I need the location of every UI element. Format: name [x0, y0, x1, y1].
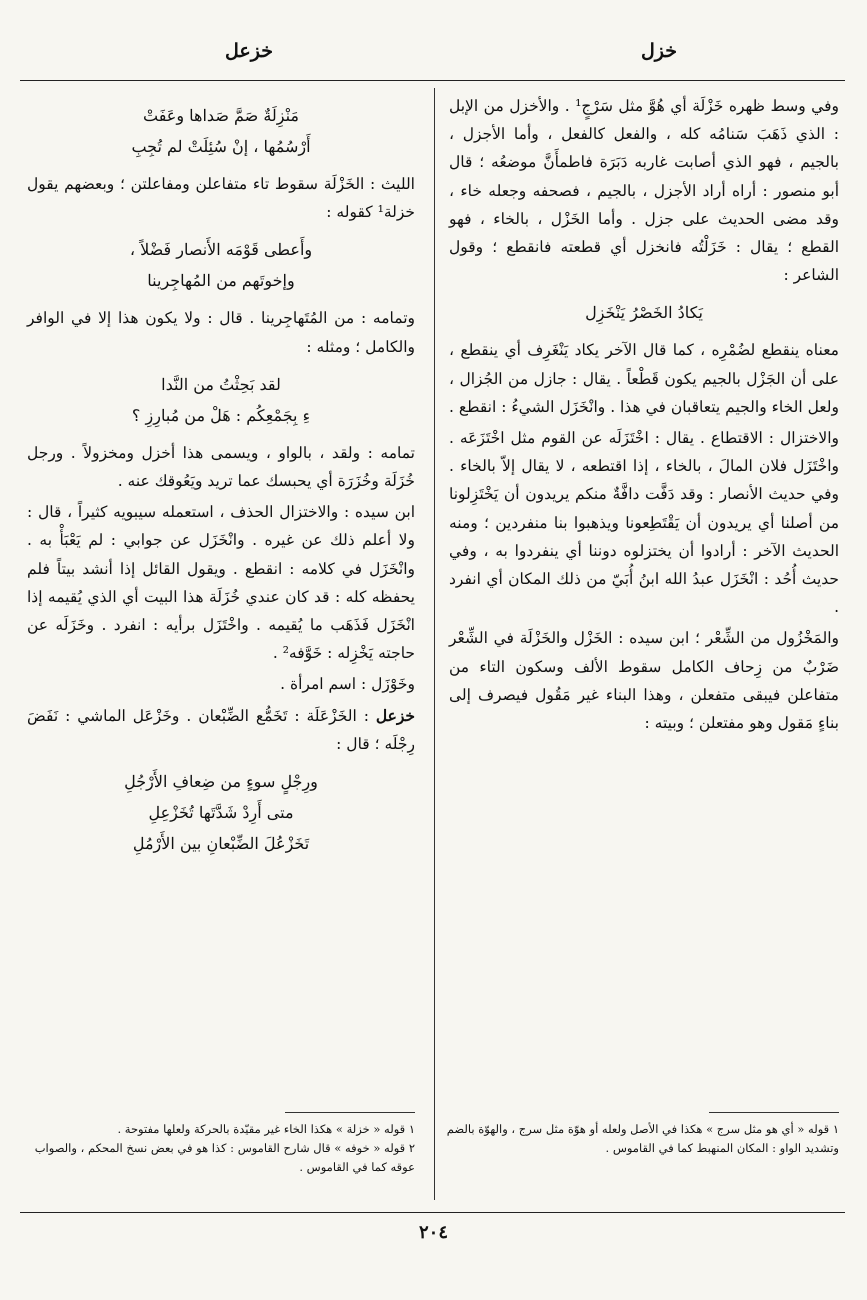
footnote-rule: [285, 1112, 415, 1113]
verse-line: وإخوتَهم من المُهاجِرينا: [147, 271, 295, 291]
paragraph: تمامه : ولقد ، بالواو ، ويسمى هذا أخزل ومخزولاً . ورجل خُزَلَة وخُزَرَة أي يحبسك عما تريد ويَعُوقك عنه .: [27, 443, 415, 491]
entry-text: : الخَزْعَلَة : تَخَمُّع الضِّبْعان . وخَزْعَل الماشي : نَفَضَ رِجْلَه ؛ قال :: [27, 706, 415, 753]
paragraph: وتمامه : من المُتَهاجِرينا . قال : ولا يكون هذا إلا في الوافر والكامل ؛ ومثله :: [27, 309, 415, 356]
running-head-right: خزل: [640, 40, 677, 62]
verse-line: مَنْزِلَةٌ صَمَّ صَداها وعَفَتْ: [143, 106, 299, 125]
verse: [27, 369, 415, 431]
verse-line: متى أَرِدْ شَدَّتَها تُخَزْعِلِ: [148, 803, 294, 823]
verse-line: ءِ بِجَمْعِكُم : هَلْ من مُبارِزِ ؟: [131, 405, 311, 425]
headword: خزعل: [375, 705, 415, 725]
footnotes-left: [25, 1120, 415, 1177]
footnote: ١ قوله « خزلة » هكذا الخاء غير مقيّدة بالحركة ولعلها مفتوحة .: [117, 1122, 415, 1136]
paragraph: ابن سيده : والاختزال الحذف ، استعمله سيبويه كثيراً ، قال : ولا أعلم ذلك عن غيره . وانْخَزَل عن جوابي : لم يَعْبَأْ به . وانْخَزَل في كلامه : انقطع . ويقول القائل إذا أنشد بيتاً فلم يحفظه كله : قد كان عندي خُزَلَة هذا البيت أي الذي يُقيمه إذا انْخَزَل فَذَهَب ما يُقيمه . واخْتَزَل برأيه : انفرد . وخَزَلَه عن حاجته يَخْزِله : خَوَّفه² .: [27, 503, 415, 663]
verse: [449, 297, 839, 328]
footnote: ٢ قوله « خوفه » قال شارح القاموس : كذا هو في بعض نسخ المحكم ، والصواب عوقه كما في القاموس .: [34, 1141, 415, 1174]
page-number: ٢٠٤: [418, 1222, 448, 1243]
paragraph: والمَخْزُول من الشِّعْر ؛ ابن سيده : الخَزْل والخَزْلَة في الشِّعْر ضَرْبٌ من زِحاف الكامل سقوط الألف وسكون التاء من متفاعلن فيبقى متفعلن ، وهذا البناء غير مَقُول فيصرف إلى بناءٍ مَقول وهو مفتعلن ؛ وبيته :: [449, 629, 839, 733]
verse: [27, 100, 415, 162]
verse-line: يَكادُ الخَصْرُ يَنْخَزِل: [585, 303, 703, 323]
verse: [27, 234, 415, 296]
paragraph: والاختزال : الاقتطاع . يقال : اخْتَزَلَه عن القوم مثل اخْتَزَعَه . واخْتَزَل فلان المالَ ، بالخاء ، إذا اقتطعه ، لا يقال إلاّ بالخاء . وفي حديث الأنصار : وقد دَفَّت دافَّةٌ منكم يريدون أن يَخْتَزِلونا من أصلنا أي يريدون أن يَقْتَطِعونا ويذهبوا بنا منفردين ؛ ومنه الحديث الآخر : أرادوا أن يختزلوه دوننا أي ينفردوا به ، وفي حديث أُحُد : انْخَزَل عبدُ الله ابنُ أُبَيّ من ذلك المكان أي انفرد .: [449, 429, 839, 617]
bottom-rule: [20, 1212, 845, 1213]
paragraph: وخَوْزَل : اسم امرأة .: [280, 675, 415, 694]
top-rule: [20, 80, 845, 81]
right-column: [449, 92, 839, 740]
running-head-left: خزعل: [225, 40, 273, 62]
paragraph: معناه ينقطع لضُمْرِه ، كما قال الآخر يكاد يَنْغَرِف أي ينقطع ، على أن الجَزْل بالجيم يكون قَطْعاً . يقال : جازل من الجُزال ، ولعل الخاء والجيم يتعاقبان في هذا . وانْخَزَل الشيءُ : انقطع .: [449, 341, 839, 416]
verse-line: تَخَزْعُلَ الضِّبْعانِ بين الأَرْمُلِ: [132, 834, 310, 854]
verse-line: ورِجْلٍ سوءٍ من ضِعافِ الأَرْجُلِ: [124, 772, 318, 792]
footnote: ١ قوله « أي هو مثل سرج » هكذا في الأصل ولعله أو هوّة مثل سرج ، والهوّة بالضم وتشديد الواو : المكان المنهبط كما في القاموس .: [446, 1122, 839, 1155]
verse-line: وأَعطى قَوْمَه الأَنصار فَضْلاً ،: [129, 240, 313, 260]
column-divider: [434, 88, 435, 1200]
verse-line: لقد بَحِثْتُ من النَّدا: [161, 374, 281, 394]
left-column: [27, 92, 415, 867]
entry-khazal: [27, 702, 415, 758]
footnote-rule: [709, 1112, 839, 1113]
verse: [27, 766, 415, 859]
paragraph: الليث : الخَزْلَة سقوط تاء متفاعلن ومفاعلتن ؛ وبعضهم يقول خزلة¹ كقوله :: [27, 175, 415, 222]
paragraph: وفي وسط ظهره خَزْلَة أي هُوَّ مثل سَرْجٍ¹ . والأخزل من الإبل : الذي ذَهَبَ سَنامُه كله ، والفعل كالفعل ، وأما الأجزل ، بالجيم ، فهو الذي أصابت غاربه دَبَرَة فاطمأَنَّ موضعُه ؛ قال أبو منصور : أراه أراد الأجزل ، بالجيم ، فصحفه وجعله خاء ، وقد مضى الحديث على جزل . وأما الخَزْل ، بالخاء ، فهو القطع ؛ يقال : خَزَلْتُه فانخزل أي قطعته فانقطع ؛ وقول الشاعر :: [449, 97, 839, 285]
verse-line: أَرْسُمُها ، إنْ سُئِلَتْ لم تُجِبِ: [131, 137, 311, 156]
footnotes-right: [444, 1120, 839, 1158]
